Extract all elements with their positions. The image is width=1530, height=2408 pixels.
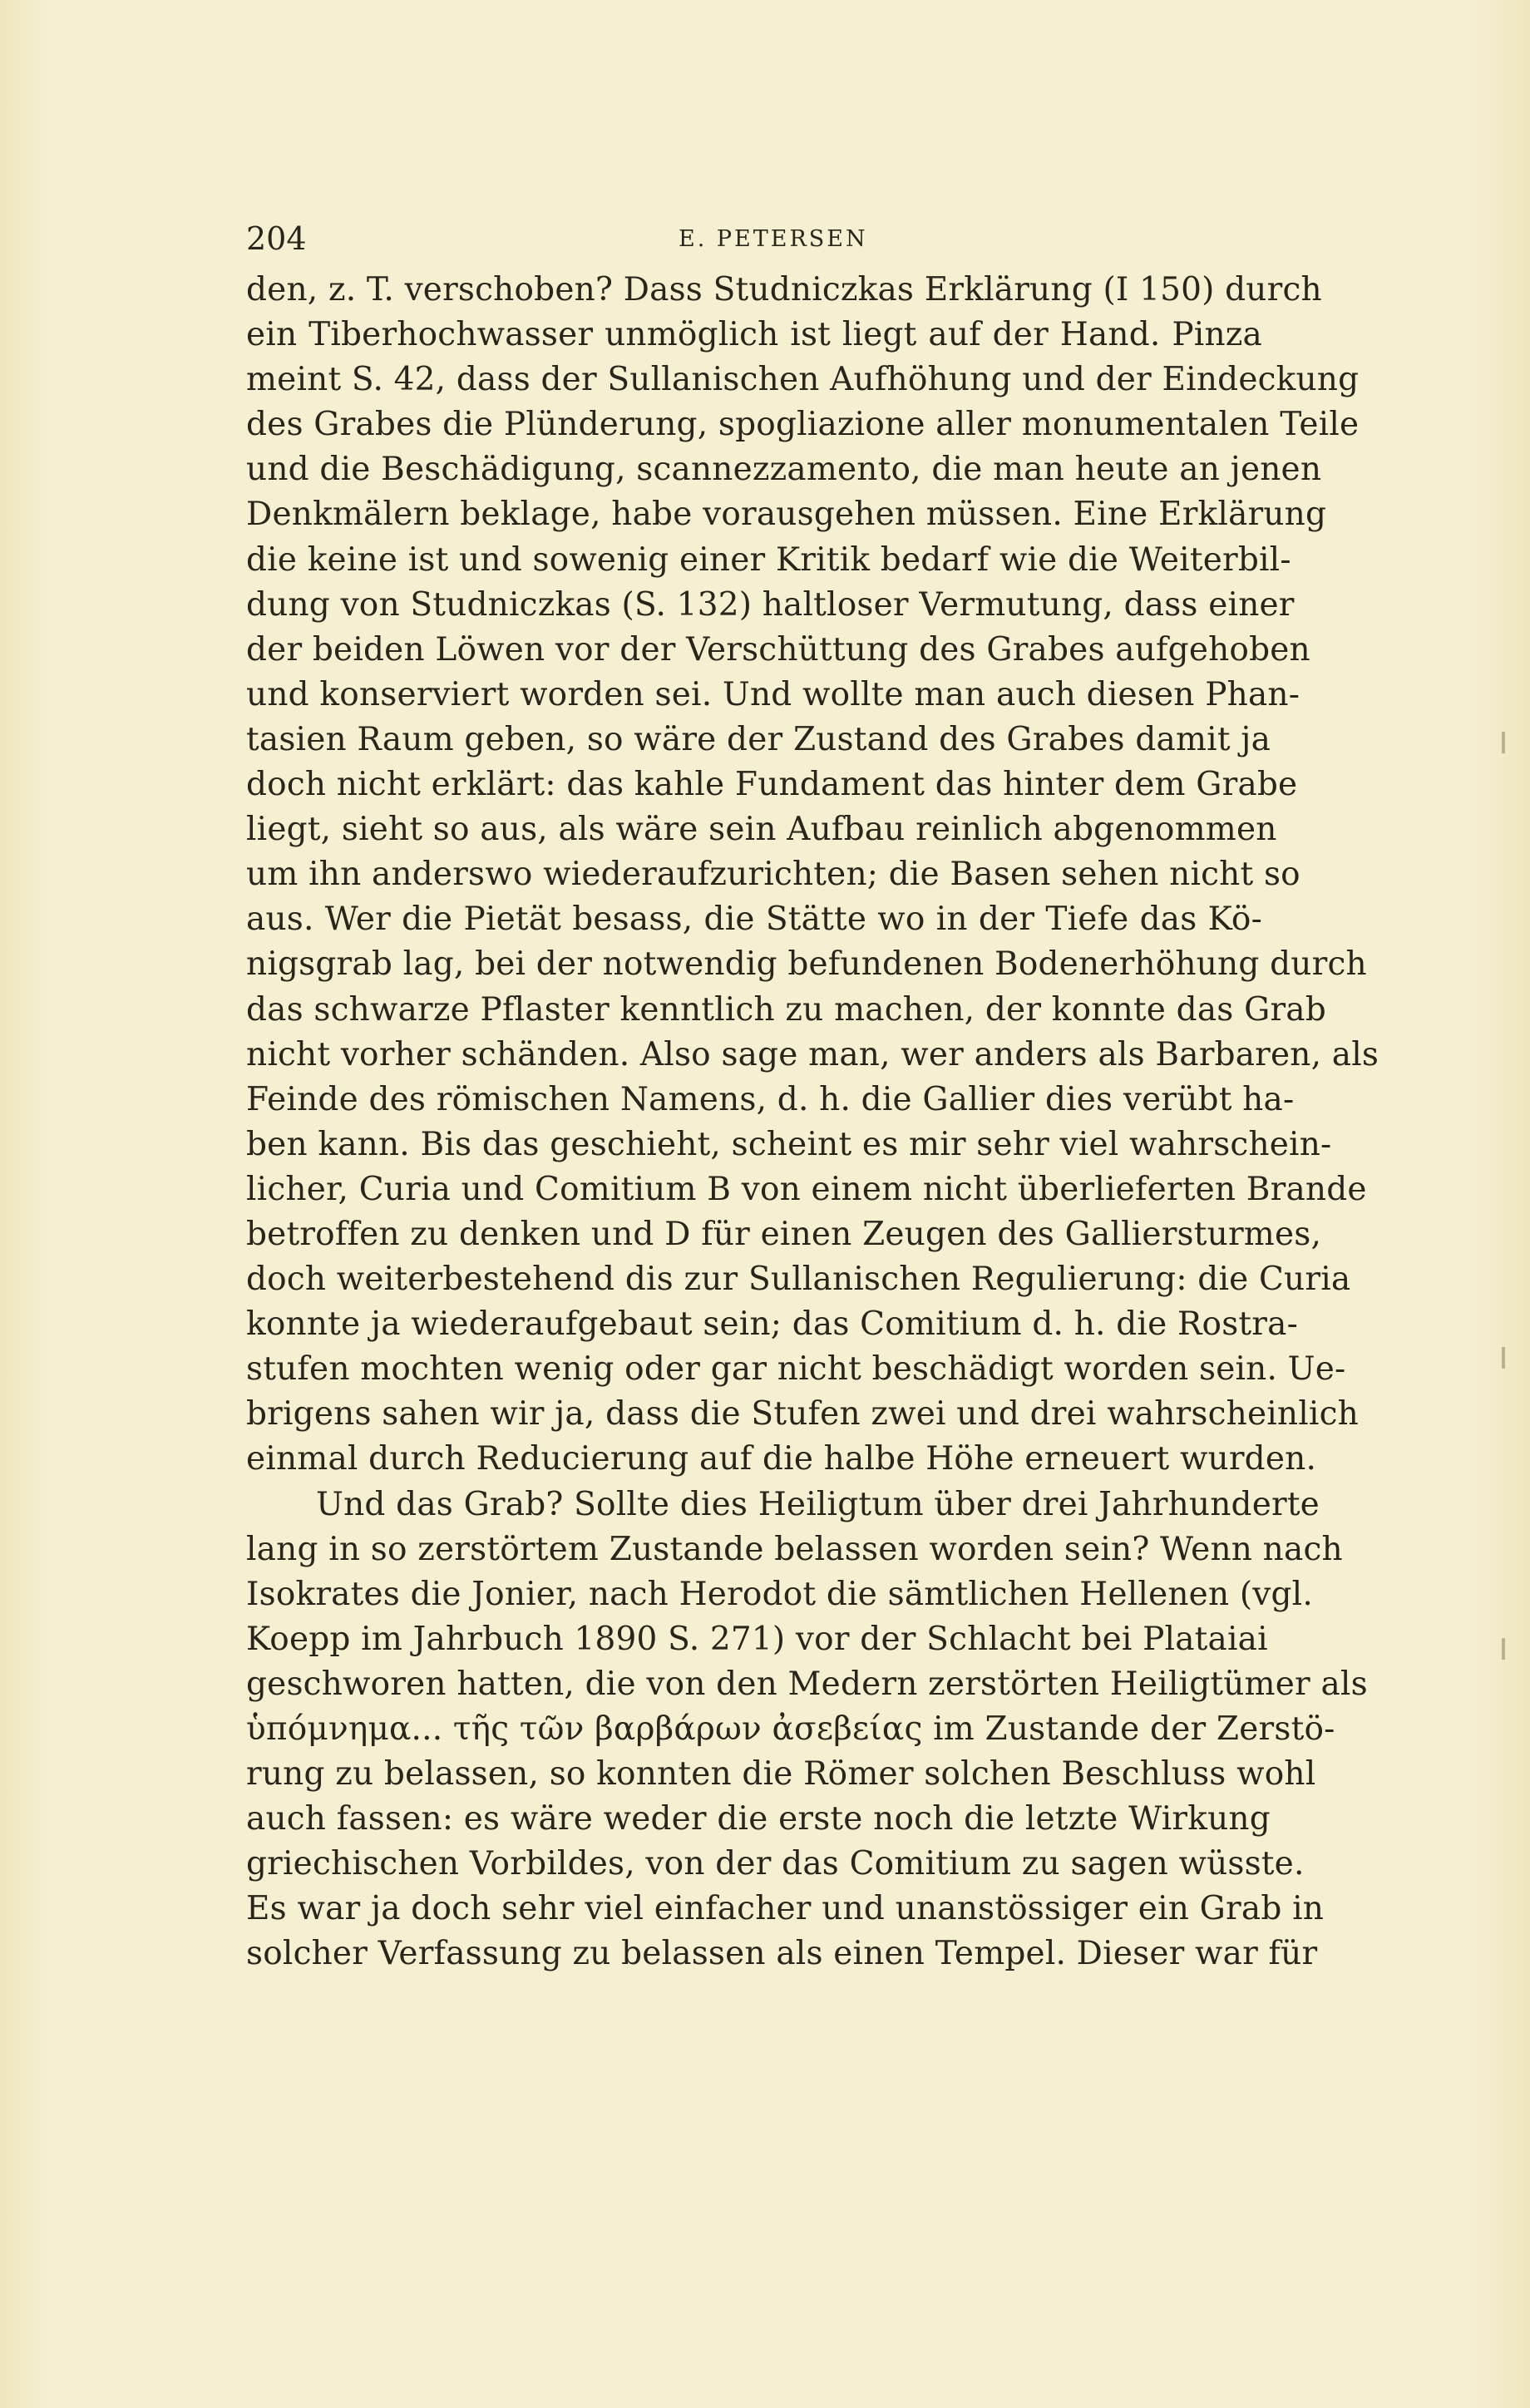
text-line: griechischen Vorbildes, von der das Comitium zu sagen wüsste. <box>246 1845 1305 1883</box>
running-head: E. PETERSEN <box>679 226 868 252</box>
text-line: und konserviert worden sei. Und wollte man auch diesen Phan- <box>246 675 1300 713</box>
text-line: doch nicht erklärt: das kahle Fundament das hinter dem Grabe <box>246 766 1298 804</box>
text-line: ben kann. Bis das geschieht, scheint es mir sehr viel wahrschein- <box>246 1125 1332 1163</box>
text-line: licher, Curia und Comitium B von einem nicht überlieferten Brande <box>246 1170 1367 1208</box>
page-header <box>246 218 1286 259</box>
text-line: Denkmälern beklage, habe vorausgehen müssen. Eine Erklärung <box>246 496 1327 534</box>
text-line: der beiden Löwen vor der Verschüttung des Grabes aufgehoben <box>246 630 1310 669</box>
text-line: stufen mochten wenig oder gar nicht beschädigt worden sein. Ue- <box>246 1350 1346 1389</box>
text-line: brigens sahen wir ja, dass die Stufen zwei und drei wahrscheinlich <box>246 1395 1359 1433</box>
text-line: geschworen hatten, die von den Medern zerstörten Heiligtümer als <box>246 1665 1368 1703</box>
text-line: das schwarze Pflaster kenntlich zu machen, der konnte das Grab <box>246 990 1326 1029</box>
text-line: die keine ist und sowenig einer Kritik bedarf wie die Weiterbil- <box>246 540 1291 579</box>
text-line: tasien Raum geben, so wäre der Zustand des Grabes damit ja <box>246 720 1271 758</box>
text-line: solcher Verfassung zu belassen als einen Tempel. Dieser war für <box>246 1935 1318 1973</box>
paragraph-start-line: Und das Grab? Sollte dies Heiligtum über drei Jahrhunderte <box>316 1485 1320 1523</box>
text-line: Feinde des römischen Namens, d. h. die Gallier dies verübt ha- <box>246 1080 1295 1118</box>
text-line: lang in so zerstörtem Zustande belassen worden sein? Wenn nach <box>246 1530 1343 1568</box>
text-line: nicht vorher schänden. Also sage man, wer anders als Barbaren, als <box>246 1035 1379 1073</box>
text-line: und die Beschädigung, scannezzamento, die man heute an jenen <box>246 451 1322 489</box>
text-line: des Grabes die Plünderung, spogliazione aller monumentalen Teile <box>246 406 1360 444</box>
text-line: dung von Studniczkas (S. 132) haltloser Vermutung, dass einer <box>246 585 1295 624</box>
text-line: nigsgrab lag, bei der notwendig befundenen Bodenerhöhung durch <box>246 945 1367 984</box>
text-line: konnte ja wiederaufgebaut sein; das Comitium d. h. die Rostra- <box>246 1305 1298 1344</box>
text-line: Isokrates die Jonier, nach Herodot die sämtlichen Hellenen (vgl. <box>246 1575 1313 1613</box>
text-line: ein Tiberhochwasser unmöglich ist liegt auf der Hand. Pinza <box>246 316 1262 354</box>
text-line: einmal durch Reducierung auf die halbe Höhe erneuert wurden. <box>246 1440 1317 1478</box>
text-line: um ihn anderswo wiederaufzurichten; die Basen sehen nicht so <box>246 856 1300 894</box>
text-line: doch weiterbestehend dis zur Sullanischen Regulierung: die Curia <box>246 1261 1351 1299</box>
page-edge-mark <box>1502 732 1505 753</box>
text-line: Es war ja doch sehr viel einfacher und unanstössiger ein Grab in <box>246 1890 1325 1928</box>
text-line: den, z. T. verschoben? Dass Studniczkas Erklärung (I 150) durch <box>246 271 1322 308</box>
text-line: Koepp im Jahrbuch 1890 S. 271) vor der Schlacht bei Plataiai <box>246 1620 1268 1658</box>
page-edge-mark <box>1502 1347 1505 1369</box>
text-line: meint S. 42, dass der Sullanischen Aufhöhung und der Eindeckung <box>246 361 1360 399</box>
page-number: 204 <box>246 220 307 257</box>
text-line: auch fassen: es wäre weder die erste noch die letzte Wirkung <box>246 1800 1271 1838</box>
text-line: rung zu belassen, so konnten die Römer solchen Beschluss wohl <box>246 1755 1316 1794</box>
text-line: liegt, sieht so aus, als wäre sein Aufbau reinlich abgenommen <box>246 811 1277 849</box>
text-line: ὑπόμνημα... τῆς τῶν βαρβάρων ἀσεβείας im Zustande der Zerstö- <box>246 1710 1335 1748</box>
text-line: betroffen zu denken und D für einen Zeugen des Galliersturmes, <box>246 1215 1322 1253</box>
text-line: aus. Wer die Pietät besass, die Stätte wo in der Tiefe das Kö- <box>246 901 1262 939</box>
page-edge-mark <box>1502 1638 1505 1660</box>
body-text <box>246 268 1379 1977</box>
